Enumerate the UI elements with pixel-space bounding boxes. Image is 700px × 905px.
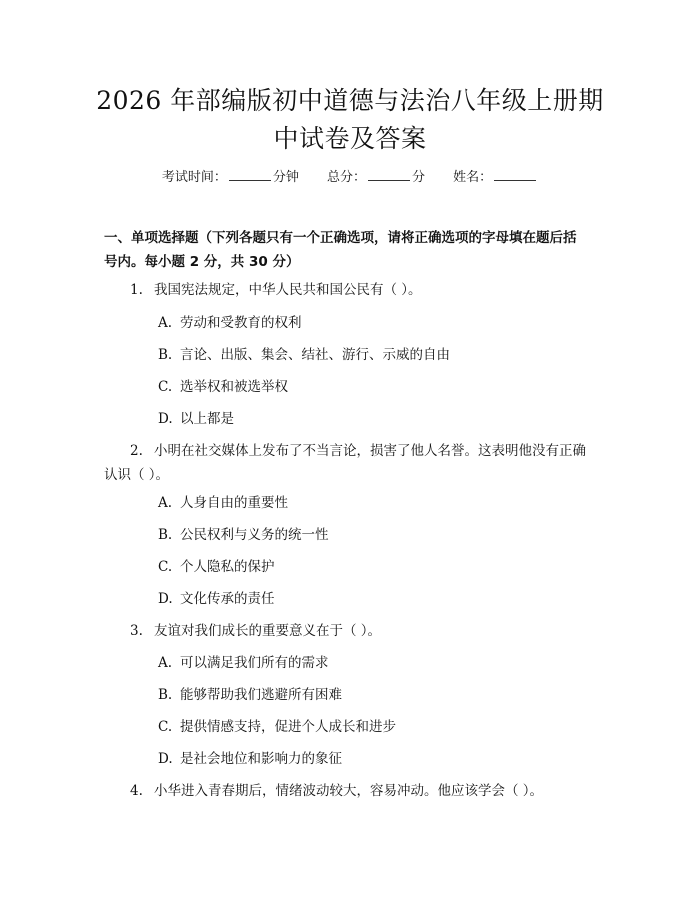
option-text: 可以满足我们所有的需求 xyxy=(180,655,329,671)
question-3 xyxy=(104,619,600,643)
option-2a xyxy=(158,493,598,513)
question-number: 2. xyxy=(130,443,143,459)
option-text: 能够帮助我们逃避所有困难 xyxy=(180,687,342,703)
question-number: 4. xyxy=(130,783,143,799)
option-1c xyxy=(158,377,598,397)
total-score-blank xyxy=(368,168,410,181)
title-line-1: 2026 年部编版初中道德与法治八年级上册期 xyxy=(96,86,604,115)
option-2b xyxy=(158,525,598,545)
option-letter: B. xyxy=(158,527,173,543)
option-text: 人身自由的重要性 xyxy=(180,495,288,511)
section-heading xyxy=(104,226,604,274)
option-text: 公民权利与义务的统一性 xyxy=(180,527,329,543)
option-letter: C. xyxy=(158,379,173,395)
total-score-label: 总分： xyxy=(326,170,366,185)
option-text: 劳动和受教育的权利 xyxy=(180,315,302,331)
option-letter: B. xyxy=(158,687,173,703)
option-3b xyxy=(158,685,598,705)
option-text: 以上都是 xyxy=(180,411,234,427)
option-text: 文化传承的责任 xyxy=(180,591,275,607)
exam-time-unit: 分钟 xyxy=(272,170,299,185)
option-1b xyxy=(158,345,598,365)
name-label: 姓名： xyxy=(453,170,493,185)
section-heading-line-2: 号内。每小题 2 分，共 30 分） xyxy=(104,254,300,270)
option-3d xyxy=(158,749,598,769)
option-letter: A. xyxy=(158,495,173,511)
title-line-2: 中试卷及答案 xyxy=(273,124,427,153)
question-text: 小华进入青春期后，情绪波动较大，容易冲动。他应该学会（ ）。 xyxy=(154,783,544,799)
total-score-unit: 分 xyxy=(412,170,426,185)
question-number: 1. xyxy=(130,282,143,298)
exam-info-line xyxy=(0,168,700,188)
question-4 xyxy=(104,779,600,803)
option-letter: D. xyxy=(158,751,173,767)
exam-time-label: 考试时间： xyxy=(161,170,227,185)
exam-time-field xyxy=(162,168,299,188)
total-score-field xyxy=(327,168,425,188)
option-1d xyxy=(158,409,598,429)
question-text: 我国宪法规定，中华人民共和国公民有（ ）。 xyxy=(154,282,422,298)
page-title xyxy=(0,82,700,158)
question-text-continued: 认识（ ）。 xyxy=(104,467,170,483)
exam-time-blank xyxy=(229,168,271,181)
question-2 xyxy=(104,439,600,487)
section-heading-line-1: 一、单项选择题（下列各题只有一个正确选项，请将正确选项的字母填在题后括 xyxy=(104,230,577,246)
option-2c xyxy=(158,557,598,577)
option-letter: A. xyxy=(158,655,173,671)
option-letter: D. xyxy=(158,411,173,427)
question-text: 小明在社交媒体上发布了不当言论，损害了他人名誉。这表明他没有正确 xyxy=(154,443,586,459)
option-1a xyxy=(158,313,598,333)
option-text: 言论、出版、集会、结社、游行、示威的自由 xyxy=(180,347,450,363)
question-number: 3. xyxy=(130,623,143,639)
option-letter: B. xyxy=(158,347,173,363)
name-field xyxy=(453,168,538,188)
option-text: 选举权和被选举权 xyxy=(180,379,288,395)
option-letter: A. xyxy=(158,315,173,331)
option-letter: D. xyxy=(158,591,173,607)
option-text: 提供情感支持，促进个人成长和进步 xyxy=(180,719,396,735)
option-3c xyxy=(158,717,598,737)
option-text: 是社会地位和影响力的象征 xyxy=(180,751,342,767)
option-text: 个人隐私的保护 xyxy=(180,559,275,575)
option-letter: C. xyxy=(158,559,173,575)
question-text: 友谊对我们成长的重要意义在于（ ）。 xyxy=(154,623,382,639)
option-2d xyxy=(158,589,598,609)
name-blank xyxy=(494,168,536,181)
question-1 xyxy=(104,278,600,302)
option-letter: C. xyxy=(158,719,173,735)
option-3a xyxy=(158,653,598,673)
